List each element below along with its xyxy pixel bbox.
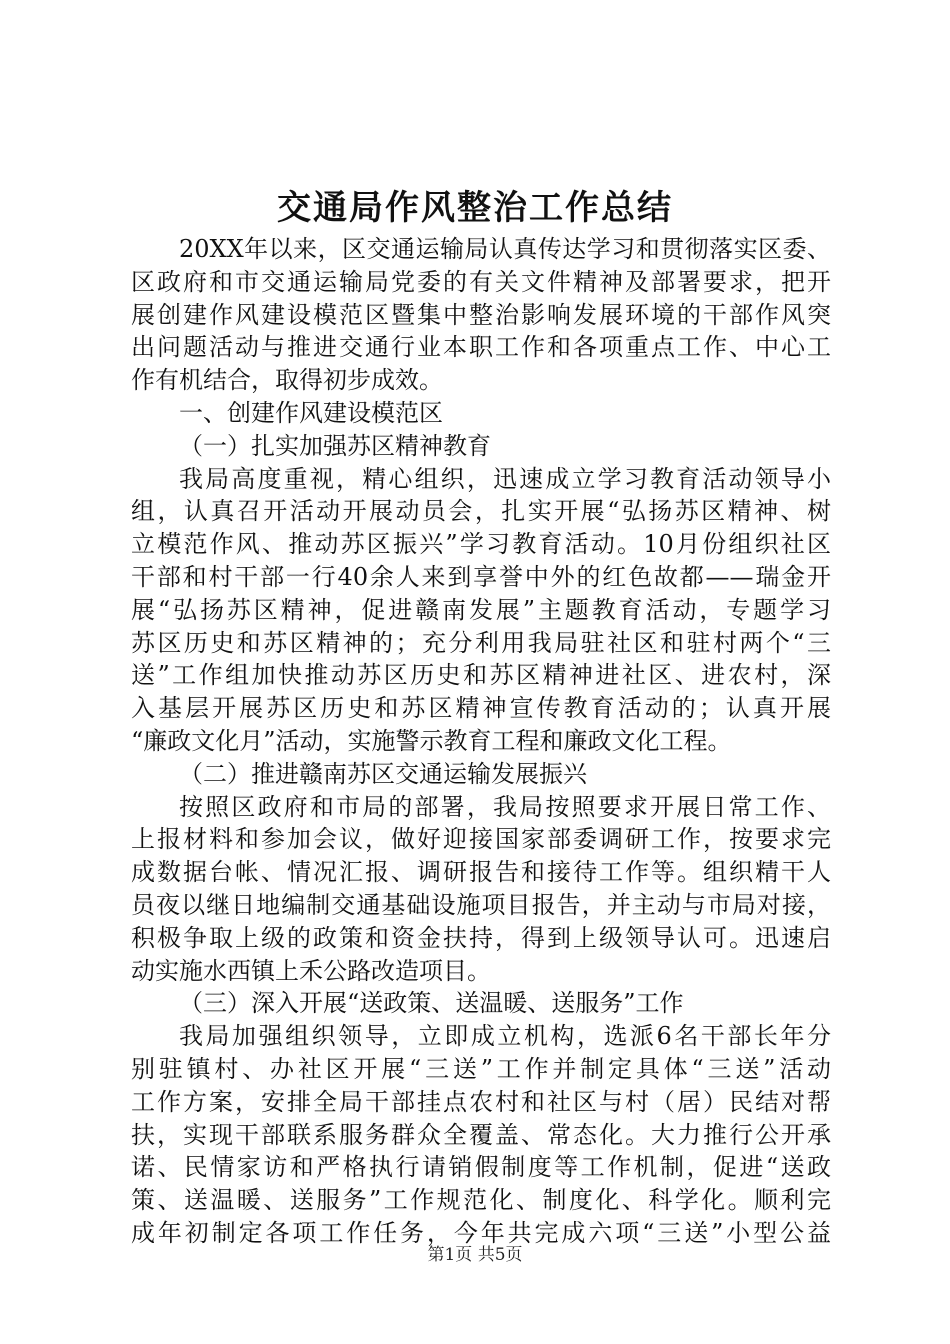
- text-line: （二）推进赣南苏区交通运输发展振兴: [179, 759, 587, 788]
- text-line: 立模范作风、推动苏区振兴”学习教育活动。10月份组织社区: [131, 530, 831, 559]
- text-line: “廉政文化月”活动，实施警示教育工程和廉政文化工程。: [131, 726, 732, 755]
- text-line: 策、送温暖、送服务”工作规范化、制度化、科学化。顺利完: [131, 1186, 831, 1215]
- text-line: 工作方案，安排全局干部挂点农村和社区与村（居）民结对帮: [131, 1087, 831, 1116]
- page-footer: 第1页 共5页: [427, 1245, 523, 1265]
- text-line: 动实施水西镇上禾公路改造项目。: [131, 956, 491, 985]
- text-line: 作有机结合，取得初步成效。: [131, 366, 443, 395]
- text-line: 苏区历史和苏区精神的；充分利用我局驻社区和驻村两个“三: [131, 628, 831, 657]
- text-line: 展“弘扬苏区精神，促进赣南发展”主题教育活动，专题学习: [131, 595, 831, 624]
- document-body: [131, 233, 831, 1250]
- text-line: 诺、民情家访和严格执行请销假制度等工作机制，促进“送政: [131, 1153, 831, 1182]
- text-line: 组，认真召开活动开展动员会，扎实开展“弘扬苏区精神、树: [131, 497, 831, 526]
- text-line: 展创建作风建设模范区暨集中整治影响发展环境的干部作风突: [131, 300, 831, 329]
- text-line: 扶，实现干部联系服务群众全覆盖、常态化。大力推行公开承: [131, 1120, 831, 1149]
- text-line: 20XX年以来，区交通运输局认真传达学习和贯彻落实区委、: [179, 235, 831, 263]
- text-line: 送”工作组加快推动苏区历史和苏区精神进社区、进农村，深: [131, 661, 831, 690]
- text-line: 区政府和市交通运输局党委的有关文件精神及部署要求，把开: [131, 267, 831, 296]
- text-line: （三）深入开展“送政策、送温暖、送服务”工作: [179, 989, 684, 1018]
- text-line: 入基层开展苏区历史和苏区精神宣传教育活动的；认真开展: [131, 694, 831, 723]
- text-line: 上报材料和参加会议，做好迎接国家部委调研工作，按要求完: [131, 825, 831, 854]
- text-line: 一、创建作风建设模范区: [179, 398, 443, 427]
- text-line: 我局加强组织领导，立即成立机构，选派6名干部长年分: [179, 1022, 831, 1051]
- text-line: 积极争取上级的政策和资金扶持，得到上级领导认可。迅速启: [131, 923, 831, 952]
- document-title: 交通局作风整治工作总结: [277, 188, 673, 228]
- text-line: 出问题活动与推进交通行业本职工作和各项重点工作、中心工: [131, 333, 831, 362]
- text-line: 成年初制定各项工作任务，今年共完成六项“三送”小型公益: [131, 1218, 831, 1247]
- text-line: 成数据台帐、情况汇报、调研报告和接待工作等。组织精干人: [131, 858, 831, 887]
- text-line: 别驻镇村、办社区开展“三送”工作并制定具体“三送”活动: [131, 1054, 831, 1083]
- text-line: 我局高度重视，精心组织，迅速成立学习教育活动领导小: [179, 464, 831, 493]
- text-line: 干部和村干部一行40余人来到享誉中外的红色故都——瑞金开: [131, 562, 831, 591]
- text-line: 员夜以继日地编制交通基础设施项目报告，并主动与市局对接，: [131, 890, 831, 919]
- text-line: （一）扎实加强苏区精神教育: [179, 431, 491, 460]
- text-line: 按照区政府和市局的部署，我局按照要求开展日常工作、: [179, 792, 831, 821]
